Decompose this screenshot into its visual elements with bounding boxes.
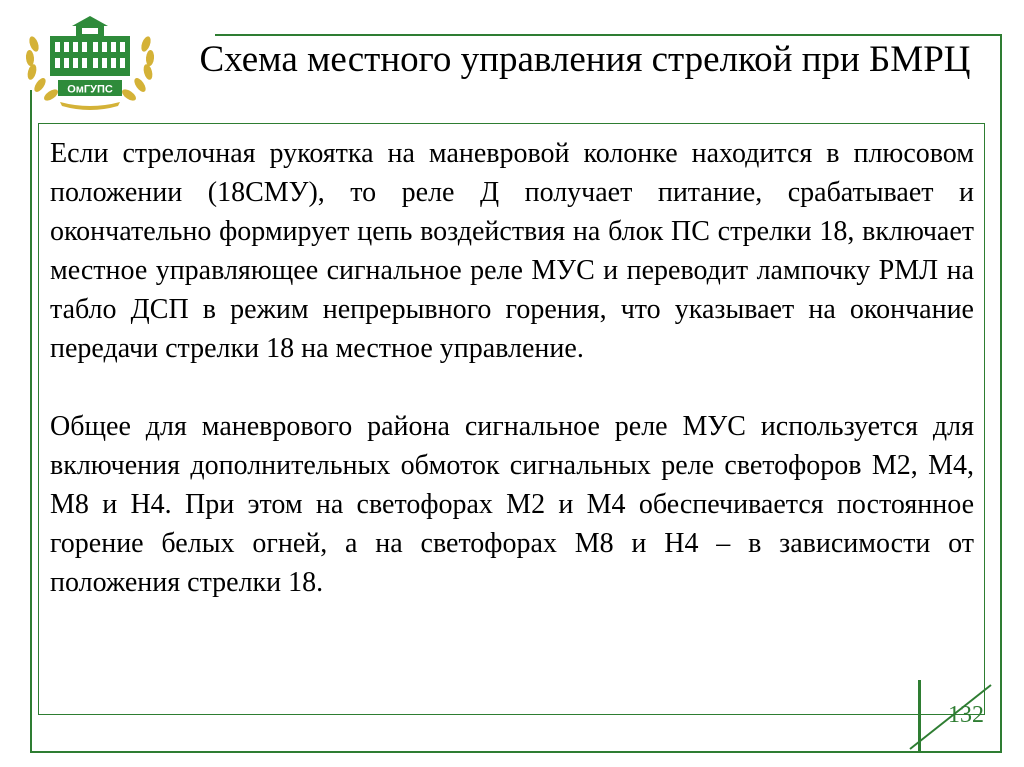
frame-right-line — [1000, 34, 1002, 753]
university-logo — [20, 14, 160, 114]
paragraph-1: Если стрелочная рукоятка на маневровой колонке находится в плюсовом положении (18СМУ), то реле Д получает питание, срабатывает и окончательно формирует цепь воздействия на блок ПС стрелки 18, включает местное управляющее сигнальное реле МУС и переводит лампочку РМЛ на табло ДСП в режим непрерывного горения, что указывает на окончание передачи стрелки 18 на местное управление. — [50, 138, 974, 364]
frame-left-line — [30, 90, 32, 753]
slide-body — [50, 134, 974, 602]
paragraph-2: Общее для маневрового района сигнальное реле МУС используется для включения дополнительных обмоток сигнальных реле светофоров М2, М4, М8 и Н4. При этом на светофорах М2 и М4 обеспечивается постоянное горение белых огней, а на светофорах М8 и Н4 – в зависимости от положения стрелки 18. — [50, 411, 974, 598]
logo-text: ОмГУПС — [67, 83, 113, 96]
slide-title: Схема местного управления стрелкой при БМРЦ — [199, 39, 971, 80]
frame-bottom-line — [30, 751, 1002, 753]
university-building-laurel-icon — [20, 14, 160, 114]
page-number: 132 — [948, 702, 984, 728]
